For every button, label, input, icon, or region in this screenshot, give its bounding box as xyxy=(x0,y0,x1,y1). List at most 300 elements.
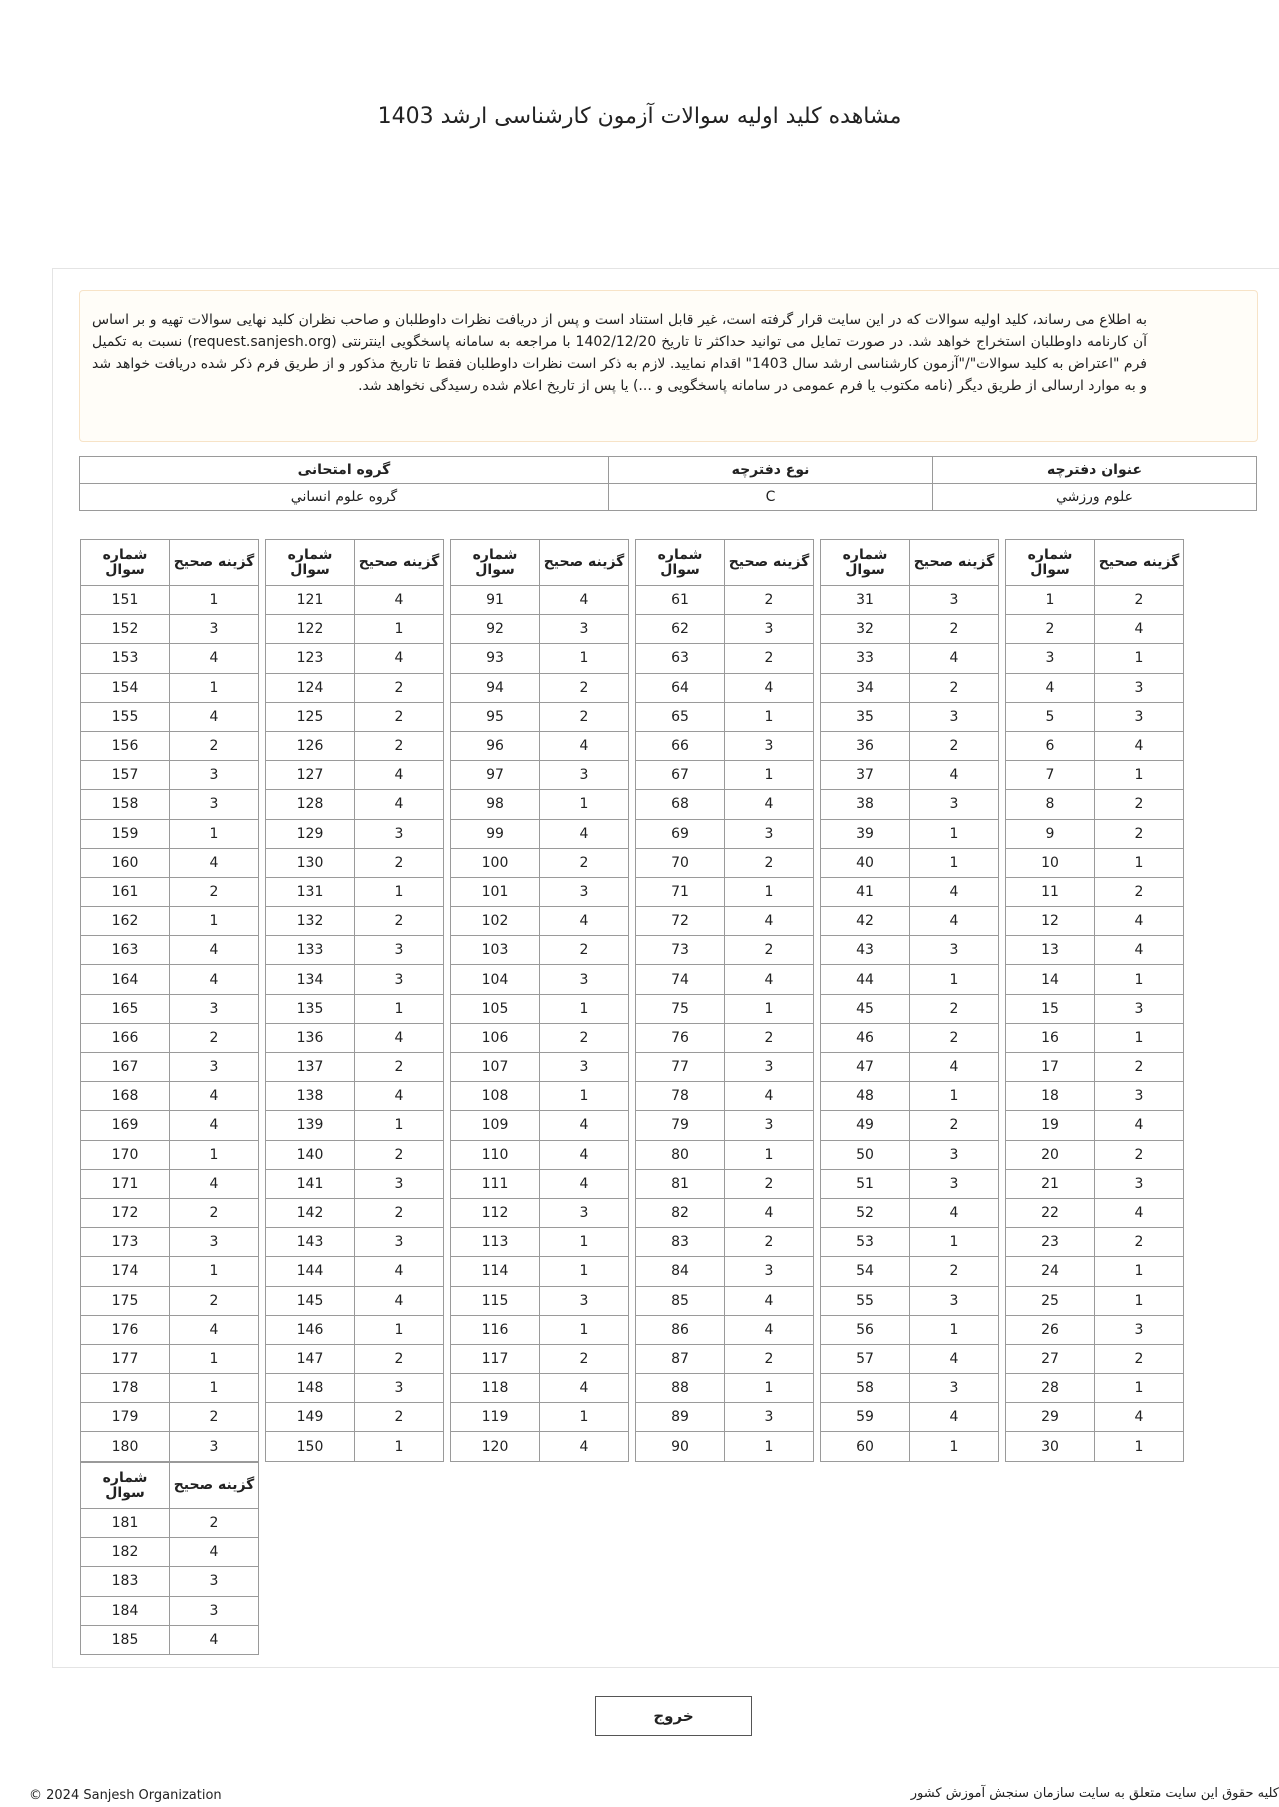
correct-option: 2 xyxy=(170,1198,259,1227)
correct-option: 2 xyxy=(540,1023,629,1052)
answer-key-row xyxy=(266,1053,444,1082)
answer-key-table xyxy=(265,539,444,1462)
answer-key-row xyxy=(266,965,444,994)
question-number: 143 xyxy=(266,1228,355,1257)
answer-key-row xyxy=(821,1286,999,1315)
question-number: 17 xyxy=(1006,1053,1095,1082)
answer-key-row xyxy=(266,731,444,760)
question-number: 123 xyxy=(266,644,355,673)
answer-key-row xyxy=(81,1286,259,1315)
answer-key-row xyxy=(81,1567,259,1596)
correct-option: 4 xyxy=(540,1169,629,1198)
question-number: 165 xyxy=(81,994,170,1023)
question-number: 37 xyxy=(821,761,910,790)
correct-option-header: گزینه صحیح xyxy=(910,540,999,586)
correct-option: 1 xyxy=(725,877,814,906)
correct-option: 2 xyxy=(1095,819,1184,848)
answer-key-row xyxy=(451,1111,629,1140)
question-number: 14 xyxy=(1006,965,1095,994)
question-number: 181 xyxy=(81,1509,170,1538)
answer-key-row xyxy=(821,761,999,790)
question-number: 154 xyxy=(81,673,170,702)
answer-key-row xyxy=(636,1169,814,1198)
info-header-row xyxy=(80,457,1257,484)
correct-option: 2 xyxy=(170,731,259,760)
question-number: 170 xyxy=(81,1140,170,1169)
answer-key-row xyxy=(451,1257,629,1286)
answer-key-row xyxy=(821,1432,999,1461)
correct-option: 4 xyxy=(540,819,629,848)
question-number: 184 xyxy=(81,1596,170,1625)
correct-option: 2 xyxy=(355,1053,444,1082)
correct-option: 4 xyxy=(355,761,444,790)
question-number: 136 xyxy=(266,1023,355,1052)
answer-key-table xyxy=(635,539,814,1462)
answer-key-row xyxy=(451,761,629,790)
answer-key-row xyxy=(636,1344,814,1373)
question-number: 103 xyxy=(451,936,540,965)
answer-key-row xyxy=(451,702,629,731)
answer-key-row xyxy=(81,1625,259,1654)
answer-key-header-row xyxy=(821,540,999,586)
question-number: 42 xyxy=(821,907,910,936)
correct-option: 2 xyxy=(1095,586,1184,615)
correct-option: 1 xyxy=(1095,761,1184,790)
question-number: 125 xyxy=(266,702,355,731)
question-number: 183 xyxy=(81,1567,170,1596)
question-number: 6 xyxy=(1006,731,1095,760)
answer-key-row xyxy=(636,615,814,644)
answer-key-row xyxy=(821,1403,999,1432)
answer-key-row xyxy=(821,848,999,877)
answer-key-row xyxy=(821,1053,999,1082)
answer-key-row xyxy=(636,1082,814,1111)
answer-key-row xyxy=(636,1403,814,1432)
answer-key-row xyxy=(1006,1228,1184,1257)
question-number: 115 xyxy=(451,1286,540,1315)
answer-key-row xyxy=(266,1082,444,1111)
correct-option: 1 xyxy=(910,1315,999,1344)
correct-option: 1 xyxy=(725,1140,814,1169)
answer-key-row xyxy=(451,965,629,994)
answer-key-row xyxy=(451,1315,629,1344)
answer-key-header-row xyxy=(451,540,629,586)
question-number: 65 xyxy=(636,702,725,731)
booklet-title-value: علوم ورزشي xyxy=(933,484,1257,511)
question-number: 139 xyxy=(266,1111,355,1140)
question-number: 61 xyxy=(636,586,725,615)
question-number: 152 xyxy=(81,615,170,644)
info-value-row xyxy=(80,484,1257,511)
question-number: 110 xyxy=(451,1140,540,1169)
answer-key-row xyxy=(636,1374,814,1403)
correct-option: 1 xyxy=(355,1111,444,1140)
question-number: 31 xyxy=(821,586,910,615)
answer-key-row xyxy=(81,1082,259,1111)
question-number: 138 xyxy=(266,1082,355,1111)
correct-option: 2 xyxy=(725,848,814,877)
question-number: 7 xyxy=(1006,761,1095,790)
correct-option: 2 xyxy=(540,936,629,965)
answer-key-row xyxy=(1006,819,1184,848)
correct-option: 1 xyxy=(1095,1286,1184,1315)
question-number: 82 xyxy=(636,1198,725,1227)
answer-key-row xyxy=(81,1344,259,1373)
correct-option-header: گزینه صحیح xyxy=(725,540,814,586)
answer-key-row xyxy=(1006,1198,1184,1227)
correct-option: 1 xyxy=(355,615,444,644)
question-number: 92 xyxy=(451,615,540,644)
question-number: 134 xyxy=(266,965,355,994)
answer-key-row xyxy=(266,673,444,702)
question-number-header: شماره سوال xyxy=(821,540,910,586)
question-number: 163 xyxy=(81,936,170,965)
correct-option: 2 xyxy=(355,1344,444,1373)
question-number: 144 xyxy=(266,1257,355,1286)
correct-option: 3 xyxy=(540,1286,629,1315)
answer-key-row xyxy=(81,1432,259,1461)
answer-key-row xyxy=(81,790,259,819)
question-number: 118 xyxy=(451,1374,540,1403)
answer-key-table xyxy=(450,539,629,1462)
correct-option-header: گزینه صحیح xyxy=(1095,540,1184,586)
answer-key-row xyxy=(451,1432,629,1461)
correct-option: 2 xyxy=(910,673,999,702)
answer-key-row xyxy=(451,1169,629,1198)
correct-option: 1 xyxy=(170,1140,259,1169)
notice-text: به اطلاع می رساند، کلید اولیه سوالات که در این سایت قرار گرفته است، غیر قابل استناد است و پس از دریافت نظرات داوطلبان و صاحب نظران کلید نهایی سوالات تهیه و بر اساس آن کارنامه داوطلبان استخراج خواهد شد. در صورت تمایل می توانید حداکثر تا تاریخ 1402/12/20 با مراجعه به سامانه پاسخگویی اینترنتی (request.sanjesh.org) نسبت به تکمیل فرم "اعتراض به کلید سوالات"/"آزمون کارشناسی ارشد سال 1403" اقدام نمایید. لازم به ذکر است نظرات داوطلبان فقط تا تاریخ مذکور و از طریق فرم ذکر شده دریافت خواهد شد و به موارد ارسالی از طریق دیگر (نامه مکتوب یا فرم عمومی در سامانه پاسخگویی و ...) یا پس از تاریخ اعلام شده رسیدگی نخواهد شد. xyxy=(92,312,1148,394)
question-number: 28 xyxy=(1006,1374,1095,1403)
correct-option: 4 xyxy=(540,586,629,615)
question-number: 50 xyxy=(821,1140,910,1169)
question-number: 142 xyxy=(266,1198,355,1227)
question-number: 107 xyxy=(451,1053,540,1082)
answer-key-row xyxy=(1006,907,1184,936)
correct-option: 3 xyxy=(1095,994,1184,1023)
correct-option: 4 xyxy=(355,1023,444,1052)
answer-key-row xyxy=(266,1257,444,1286)
question-number: 145 xyxy=(266,1286,355,1315)
answer-key-row xyxy=(81,1538,259,1567)
question-number: 48 xyxy=(821,1082,910,1111)
correct-option: 3 xyxy=(910,936,999,965)
question-number: 71 xyxy=(636,877,725,906)
answer-key-row xyxy=(81,936,259,965)
answer-key-row xyxy=(821,1315,999,1344)
question-number: 96 xyxy=(451,731,540,760)
question-number: 1 xyxy=(1006,586,1095,615)
answer-key-row xyxy=(451,994,629,1023)
answer-key-row xyxy=(266,615,444,644)
answer-key-row xyxy=(1006,702,1184,731)
answer-key-row xyxy=(451,586,629,615)
question-number: 182 xyxy=(81,1538,170,1567)
question-number: 5 xyxy=(1006,702,1095,731)
question-number: 95 xyxy=(451,702,540,731)
correct-option: 1 xyxy=(540,1403,629,1432)
question-number: 55 xyxy=(821,1286,910,1315)
question-number: 86 xyxy=(636,1315,725,1344)
question-number: 106 xyxy=(451,1023,540,1052)
question-number: 36 xyxy=(821,731,910,760)
answer-key-row xyxy=(81,1023,259,1052)
answer-key-row xyxy=(821,1111,999,1140)
answer-key-row xyxy=(451,819,629,848)
answer-key-row xyxy=(266,586,444,615)
answer-key-row xyxy=(266,1228,444,1257)
question-number: 169 xyxy=(81,1111,170,1140)
correct-option: 2 xyxy=(170,877,259,906)
question-number: 16 xyxy=(1006,1023,1095,1052)
question-number: 27 xyxy=(1006,1344,1095,1373)
correct-option: 4 xyxy=(910,877,999,906)
question-number: 148 xyxy=(266,1374,355,1403)
correct-option: 2 xyxy=(910,1257,999,1286)
question-number: 13 xyxy=(1006,936,1095,965)
correct-option: 2 xyxy=(725,1344,814,1373)
question-number: 70 xyxy=(636,848,725,877)
question-number: 72 xyxy=(636,907,725,936)
question-number: 64 xyxy=(636,673,725,702)
correct-option: 2 xyxy=(355,1198,444,1227)
question-number: 130 xyxy=(266,848,355,877)
question-number: 88 xyxy=(636,1374,725,1403)
question-number: 26 xyxy=(1006,1315,1095,1344)
answer-key-row xyxy=(81,1257,259,1286)
question-number: 105 xyxy=(451,994,540,1023)
correct-option: 1 xyxy=(170,586,259,615)
correct-option: 3 xyxy=(725,1053,814,1082)
correct-option: 4 xyxy=(170,1625,259,1654)
correct-option: 2 xyxy=(355,1140,444,1169)
correct-option: 1 xyxy=(725,702,814,731)
correct-option: 4 xyxy=(355,1082,444,1111)
correct-option: 3 xyxy=(540,761,629,790)
correct-option: 3 xyxy=(725,1111,814,1140)
question-number: 128 xyxy=(266,790,355,819)
answer-key-row xyxy=(1006,761,1184,790)
question-number: 167 xyxy=(81,1053,170,1082)
answer-key-row xyxy=(266,1315,444,1344)
answer-key-row xyxy=(821,702,999,731)
correct-option: 4 xyxy=(1095,936,1184,965)
answer-key-row xyxy=(636,1228,814,1257)
answer-key-row xyxy=(1006,877,1184,906)
question-number: 85 xyxy=(636,1286,725,1315)
question-number: 172 xyxy=(81,1198,170,1227)
booklet-title-header: عنوان دفترچه xyxy=(933,457,1257,484)
correct-option: 2 xyxy=(540,673,629,702)
correct-option: 2 xyxy=(910,1111,999,1140)
question-number: 29 xyxy=(1006,1403,1095,1432)
correct-option: 1 xyxy=(355,877,444,906)
correct-option: 3 xyxy=(355,1374,444,1403)
answer-key-row xyxy=(81,1596,259,1625)
answer-key-row xyxy=(1006,848,1184,877)
answer-key-row xyxy=(266,1432,444,1461)
answer-key-row xyxy=(636,1053,814,1082)
question-number: 137 xyxy=(266,1053,355,1082)
correct-option: 4 xyxy=(1095,1111,1184,1140)
correct-option: 1 xyxy=(910,965,999,994)
question-number: 68 xyxy=(636,790,725,819)
answer-key-row xyxy=(821,907,999,936)
question-number: 67 xyxy=(636,761,725,790)
correct-option-header: گزینه صحیح xyxy=(170,1463,259,1509)
question-number: 120 xyxy=(451,1432,540,1461)
answer-key-row xyxy=(821,1344,999,1373)
answer-key-row xyxy=(451,848,629,877)
answer-key-row xyxy=(266,936,444,965)
correct-option: 4 xyxy=(910,644,999,673)
answer-key-row xyxy=(821,615,999,644)
correct-option: 4 xyxy=(910,907,999,936)
answer-key-row xyxy=(451,877,629,906)
correct-option: 3 xyxy=(910,1374,999,1403)
correct-option: 4 xyxy=(170,644,259,673)
question-number: 8 xyxy=(1006,790,1095,819)
correct-option: 4 xyxy=(910,761,999,790)
correct-option: 2 xyxy=(1095,1344,1184,1373)
correct-option: 4 xyxy=(170,702,259,731)
question-number: 104 xyxy=(451,965,540,994)
answer-key-header-row xyxy=(1006,540,1184,586)
correct-option: 4 xyxy=(1095,1403,1184,1432)
correct-option: 4 xyxy=(725,1082,814,1111)
answer-key-row xyxy=(81,731,259,760)
correct-option: 1 xyxy=(170,1374,259,1403)
correct-option: 1 xyxy=(910,1228,999,1257)
answer-key-row xyxy=(451,936,629,965)
answer-key-row xyxy=(1006,1169,1184,1198)
answer-key-row xyxy=(821,936,999,965)
exam-group-header: گروه امتحانی xyxy=(80,457,609,484)
booklet-type-value: C xyxy=(609,484,933,511)
correct-option: 2 xyxy=(355,907,444,936)
answer-key-row xyxy=(1006,965,1184,994)
answer-key-row xyxy=(451,615,629,644)
answer-key-row xyxy=(636,644,814,673)
question-number: 177 xyxy=(81,1344,170,1373)
question-number: 179 xyxy=(81,1403,170,1432)
correct-option: 3 xyxy=(910,1169,999,1198)
notice-box xyxy=(79,290,1258,442)
answer-key-row xyxy=(81,965,259,994)
question-number: 153 xyxy=(81,644,170,673)
question-number: 10 xyxy=(1006,848,1095,877)
answer-key-row xyxy=(1006,586,1184,615)
correct-option: 4 xyxy=(910,1403,999,1432)
question-number: 69 xyxy=(636,819,725,848)
correct-option: 4 xyxy=(170,1538,259,1567)
question-number: 171 xyxy=(81,1169,170,1198)
answer-key-row xyxy=(266,790,444,819)
correct-option: 4 xyxy=(910,1198,999,1227)
correct-option: 4 xyxy=(725,1198,814,1227)
correct-option: 4 xyxy=(725,965,814,994)
correct-option: 3 xyxy=(355,936,444,965)
question-number: 127 xyxy=(266,761,355,790)
correct-option: 3 xyxy=(910,1140,999,1169)
answer-key-row xyxy=(1006,1111,1184,1140)
answer-key-row xyxy=(451,1344,629,1373)
answer-key-row xyxy=(636,702,814,731)
answer-key-row xyxy=(636,1140,814,1169)
question-number: 164 xyxy=(81,965,170,994)
correct-option: 2 xyxy=(540,848,629,877)
question-number: 157 xyxy=(81,761,170,790)
answer-key-row xyxy=(1006,1315,1184,1344)
answer-key-row xyxy=(451,1374,629,1403)
answer-key-row xyxy=(821,965,999,994)
answer-key-table xyxy=(80,539,259,1462)
correct-option: 2 xyxy=(1095,1228,1184,1257)
answer-key-row xyxy=(266,702,444,731)
answer-key-header-row xyxy=(266,540,444,586)
answer-key-row xyxy=(1006,615,1184,644)
question-number: 51 xyxy=(821,1169,910,1198)
correct-option: 3 xyxy=(540,877,629,906)
answer-key-row xyxy=(81,644,259,673)
question-number-header: شماره سوال xyxy=(1006,540,1095,586)
answer-key-row xyxy=(821,644,999,673)
question-number: 46 xyxy=(821,1023,910,1052)
answer-key-row xyxy=(451,731,629,760)
question-number: 176 xyxy=(81,1315,170,1344)
correct-option: 1 xyxy=(725,994,814,1023)
question-number: 141 xyxy=(266,1169,355,1198)
answer-key-row xyxy=(821,877,999,906)
answer-key-row xyxy=(636,1257,814,1286)
answer-key-row xyxy=(636,1315,814,1344)
question-number-header: شماره سوال xyxy=(266,540,355,586)
correct-option: 3 xyxy=(1095,1315,1184,1344)
question-number: 175 xyxy=(81,1286,170,1315)
answer-key-row xyxy=(821,1140,999,1169)
correct-option: 2 xyxy=(725,644,814,673)
question-number: 124 xyxy=(266,673,355,702)
question-number: 25 xyxy=(1006,1286,1095,1315)
correct-option: 4 xyxy=(170,1315,259,1344)
exit-button[interactable]: خروج xyxy=(595,1696,752,1736)
question-number: 116 xyxy=(451,1315,540,1344)
correct-option: 1 xyxy=(170,1257,259,1286)
question-number: 100 xyxy=(451,848,540,877)
correct-option: 4 xyxy=(355,644,444,673)
question-number: 35 xyxy=(821,702,910,731)
correct-option: 4 xyxy=(170,936,259,965)
answer-key-row xyxy=(81,1374,259,1403)
question-number: 63 xyxy=(636,644,725,673)
correct-option: 1 xyxy=(170,819,259,848)
question-number: 161 xyxy=(81,877,170,906)
answer-key-row xyxy=(81,819,259,848)
answer-key-row xyxy=(266,1111,444,1140)
correct-option: 4 xyxy=(540,1111,629,1140)
answer-key-row xyxy=(636,586,814,615)
correct-option: 3 xyxy=(170,1053,259,1082)
answer-key-row xyxy=(636,673,814,702)
answer-key-row xyxy=(821,994,999,1023)
answer-key-row xyxy=(81,1111,259,1140)
question-number: 78 xyxy=(636,1082,725,1111)
question-number: 23 xyxy=(1006,1228,1095,1257)
question-number: 109 xyxy=(451,1111,540,1140)
correct-option: 3 xyxy=(170,1596,259,1625)
correct-option: 2 xyxy=(170,1286,259,1315)
question-number: 140 xyxy=(266,1140,355,1169)
answer-key-row xyxy=(636,994,814,1023)
